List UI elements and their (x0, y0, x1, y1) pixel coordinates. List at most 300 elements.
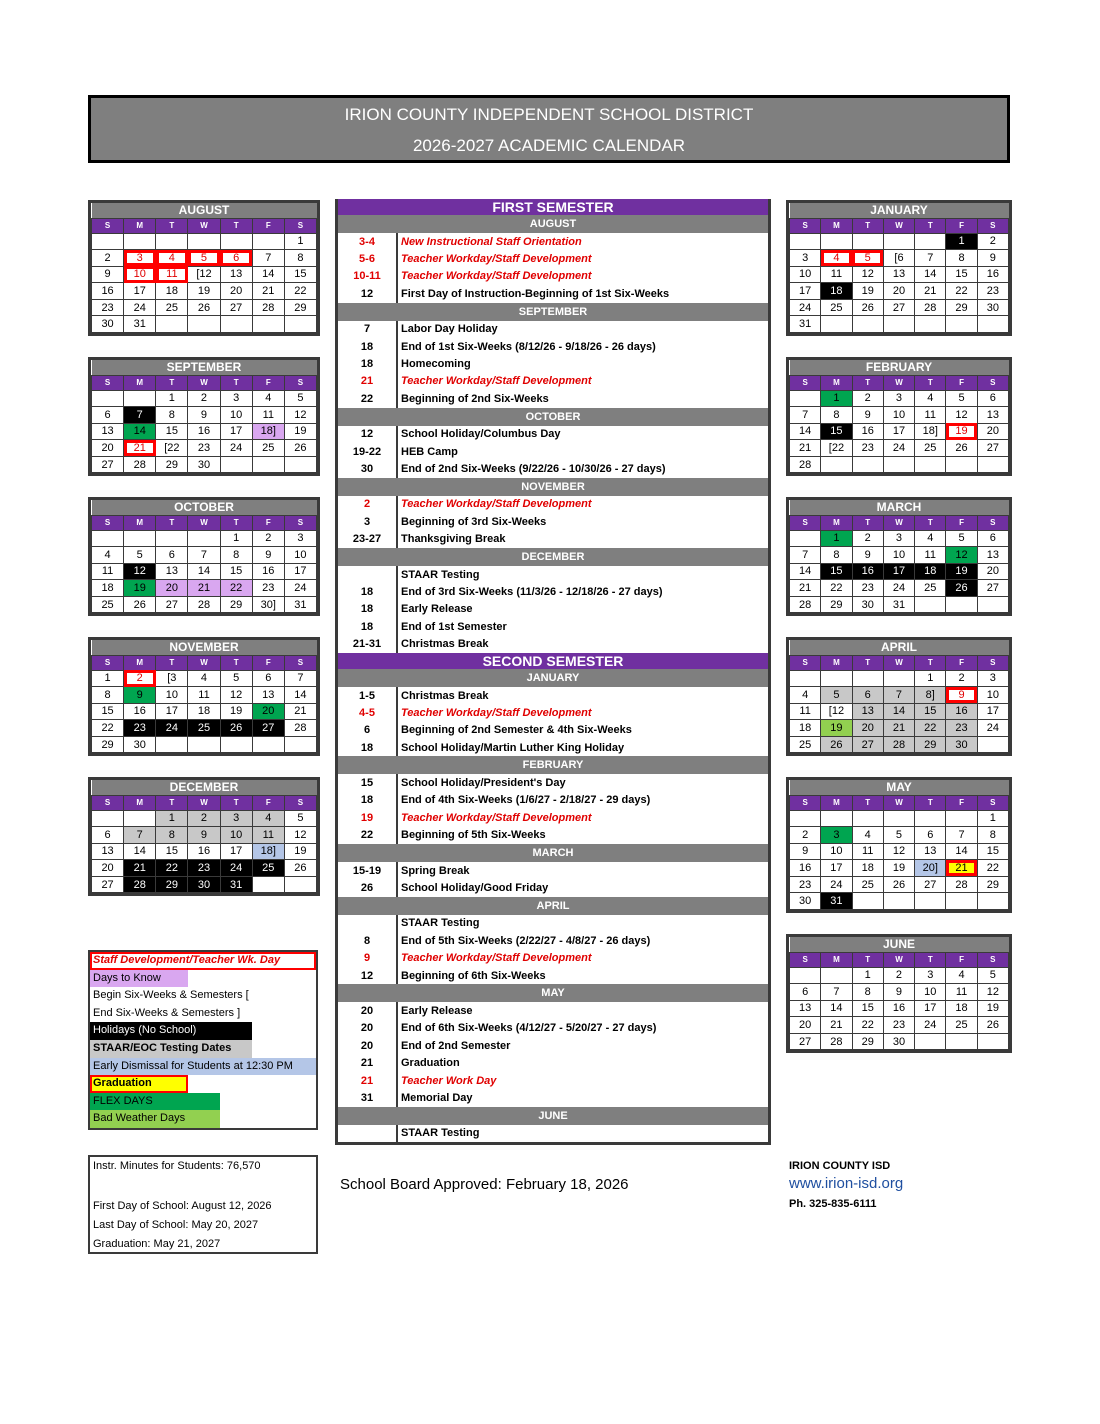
day-cell: 8 (220, 547, 252, 564)
event-row (338, 583, 768, 600)
week-row (790, 810, 1009, 827)
week-row (92, 563, 317, 580)
event-date: 26 (338, 879, 398, 896)
day-cell: 23 (188, 440, 220, 457)
empty-day-cell (852, 670, 883, 687)
day-cell: 6 (977, 390, 1008, 407)
event-description: Labor Day Holiday (401, 323, 498, 336)
event-date: 21 (338, 373, 398, 390)
day-cell: 6 (92, 827, 124, 844)
weekday-label: F (252, 375, 284, 390)
empty-day-cell (946, 1033, 977, 1050)
day-cell: 3 (220, 390, 252, 407)
day-cell: 16 (92, 283, 124, 300)
month-name: MAY (790, 780, 1009, 795)
week-row (790, 407, 1009, 424)
month-table (91, 360, 317, 473)
day-cell: 30 (92, 316, 124, 333)
day-cell: 28 (790, 456, 821, 473)
day-cell: 13 (220, 266, 252, 283)
day-cell: 16 (124, 703, 156, 720)
event-description: Thanksgiving Break (401, 533, 506, 546)
day-cell: 15 (821, 563, 852, 580)
month-name: NOVEMBER (92, 640, 317, 655)
day-cell: 13 (252, 687, 284, 704)
district-website-link[interactable]: www.irion-isd.org (789, 1175, 904, 1192)
day-cell: 6 (915, 827, 946, 844)
event-row (338, 1037, 768, 1054)
day-cell: 15 (821, 423, 852, 440)
month-calendar-march (786, 497, 1012, 616)
weekday-header-row (790, 375, 1009, 390)
month-calendar-june (786, 934, 1012, 1053)
day-cell: 16 (790, 860, 821, 877)
day-cell: 1 (946, 233, 977, 250)
event-description: First Day of Instruction-Beginning of 1st Six-Weeks (401, 287, 670, 300)
event-month-header: SEPTEMBER (338, 303, 768, 321)
day-cell: 20 (977, 563, 1008, 580)
day-cell: 11 (915, 407, 946, 424)
day-cell: 1 (977, 810, 1008, 827)
weekday-label: S (284, 795, 316, 810)
month-name: SEPTEMBER (92, 360, 317, 375)
day-cell: 10 (915, 984, 946, 1001)
event-date: 22 (338, 390, 398, 407)
day-cell: 18] (252, 423, 284, 440)
day-cell: 19 (284, 843, 316, 860)
day-cell: 25 (915, 440, 946, 457)
day-cell: 16 (883, 1000, 914, 1017)
weekday-label: S (284, 218, 316, 233)
weekday-label: T (220, 515, 252, 530)
day-cell: 25 (790, 736, 821, 753)
calendar-title-banner (88, 95, 1010, 163)
event-date: 15-19 (338, 862, 398, 879)
weekday-label: T (156, 655, 188, 670)
day-cell: 12 (220, 687, 252, 704)
day-cell: 30 (883, 1033, 914, 1050)
day-cell: 7 (790, 407, 821, 424)
event-date: 20 (338, 1037, 398, 1054)
empty-day-cell (883, 810, 914, 827)
weekday-label: T (915, 515, 946, 530)
weekday-label: F (946, 515, 977, 530)
day-cell: 12 (946, 547, 977, 564)
week-row (790, 984, 1009, 1001)
event-month-header: DECEMBER (338, 548, 768, 566)
event-row (338, 862, 768, 879)
event-date: 18 (338, 792, 398, 809)
empty-day-cell (124, 530, 156, 547)
empty-day-cell (977, 1033, 1008, 1050)
weekday-label: S (977, 218, 1008, 233)
event-description: STAAR Testing (401, 1127, 480, 1140)
weekday-label: T (852, 795, 883, 810)
day-cell: 15 (977, 843, 1008, 860)
day-cell: 17 (883, 423, 914, 440)
month-header-row (790, 640, 1009, 655)
week-row (790, 967, 1009, 984)
day-cell: 13 (915, 843, 946, 860)
day-cell: 19 (852, 283, 883, 300)
day-cell: 2 (124, 670, 156, 687)
empty-day-cell (252, 316, 284, 333)
day-cell: 20 (790, 1017, 821, 1034)
weekday-label: W (188, 218, 220, 233)
day-cell: 8 (92, 687, 124, 704)
event-description: Teacher Workday/Staff Development (401, 253, 592, 266)
day-cell: 8 (821, 547, 852, 564)
day-cell: 1 (220, 530, 252, 547)
day-cell: 16 (852, 423, 883, 440)
legend-item: Bad Weather Days (90, 1110, 220, 1128)
day-cell: 7 (883, 687, 914, 704)
calendar-year-title: 2026-2027 ACADEMIC CALENDAR (412, 136, 686, 155)
day-cell: 4 (790, 687, 821, 704)
day-cell: 25 (252, 440, 284, 457)
event-description: School Holiday/President's Day (401, 777, 566, 790)
day-cell: 23 (92, 299, 124, 316)
month-header-row (790, 780, 1009, 795)
day-cell: 1 (284, 233, 316, 250)
day-cell: 31 (821, 893, 852, 910)
month-table (789, 640, 1009, 753)
weekday-label: S (92, 515, 124, 530)
event-row (338, 373, 768, 390)
week-row (790, 893, 1009, 910)
empty-day-cell (977, 316, 1008, 333)
event-description: Teacher Workday/Staff Development (401, 375, 592, 388)
empty-day-cell (821, 456, 852, 473)
event-date: 21 (338, 1072, 398, 1089)
day-cell: 15 (220, 563, 252, 580)
day-cell: 22 (852, 1017, 883, 1034)
empty-day-cell (883, 456, 914, 473)
day-cell: 21 (188, 580, 220, 597)
day-cell: 29 (220, 596, 252, 613)
event-description: School Holiday/Good Friday (401, 882, 549, 895)
weekday-label: S (284, 375, 316, 390)
event-description: End of 4th Six-Weeks (1/6/27 - 2/18/27 - 29 days) (401, 794, 651, 807)
semester-header: SECOND SEMESTER (338, 653, 768, 669)
event-description: STAAR Testing (401, 917, 480, 930)
day-cell: 24 (284, 580, 316, 597)
day-cell: 16 (977, 266, 1008, 283)
month-table (789, 780, 1009, 910)
day-cell: 11 (188, 687, 220, 704)
board-approval-date: School Board Approved: February 18, 2026 (340, 1176, 629, 1193)
district-contact-name: IRION COUNTY ISD (789, 1160, 891, 1172)
week-row (92, 843, 317, 860)
week-row (790, 1033, 1009, 1050)
day-cell: 27 (883, 299, 914, 316)
day-cell: 21 (946, 860, 977, 877)
weekday-header-row (790, 515, 1009, 530)
event-description: End of 2nd Semester (401, 1039, 511, 1052)
day-cell: [12 (821, 703, 852, 720)
day-cell: 23 (188, 860, 220, 877)
event-row (338, 1089, 768, 1106)
legend-item: Holidays (No School) (90, 1022, 252, 1040)
day-cell: 9 (946, 687, 977, 704)
day-cell: 1 (915, 670, 946, 687)
weekday-label: F (946, 795, 977, 810)
day-cell: 3 (124, 250, 156, 267)
empty-day-cell (124, 233, 156, 250)
last-day-of-school: Last Day of School: May 20, 2027 (93, 1219, 259, 1231)
day-cell: 12 (977, 984, 1008, 1001)
empty-day-cell (915, 1033, 946, 1050)
day-cell: 22 (977, 860, 1008, 877)
day-cell: 22 (284, 283, 316, 300)
weekday-label: M (821, 795, 852, 810)
empty-day-cell (188, 316, 220, 333)
event-row (338, 722, 768, 739)
empty-day-cell (852, 316, 883, 333)
day-cell: 2 (252, 530, 284, 547)
month-table (91, 780, 317, 893)
day-cell: 12 (284, 827, 316, 844)
month-header-row (790, 203, 1009, 218)
day-cell: 2 (883, 967, 914, 984)
weekday-label: F (946, 655, 977, 670)
day-cell: 12 (852, 266, 883, 283)
event-row (338, 513, 768, 530)
week-row (790, 1000, 1009, 1017)
day-cell: 5 (220, 670, 252, 687)
empty-day-cell (790, 967, 821, 984)
week-row (790, 687, 1009, 704)
event-date: 20 (338, 1002, 398, 1019)
day-cell: 14 (124, 843, 156, 860)
empty-day-cell (790, 390, 821, 407)
event-description: School Holiday/Martin Luther King Holiday (401, 741, 625, 754)
day-cell: 13 (156, 563, 188, 580)
empty-day-cell (252, 736, 284, 753)
event-date: 7 (338, 321, 398, 338)
day-cell: 15 (92, 703, 124, 720)
event-row (338, 809, 768, 826)
day-cell: 24 (124, 299, 156, 316)
weekday-label: S (977, 655, 1008, 670)
empty-day-cell (790, 530, 821, 547)
day-cell: 19 (977, 1000, 1008, 1017)
day-cell: 31 (220, 876, 252, 893)
day-cell: 17 (821, 860, 852, 877)
day-cell: 25 (92, 596, 124, 613)
day-cell: 9 (852, 407, 883, 424)
calendar-legend (88, 950, 318, 1130)
day-cell: 18] (252, 843, 284, 860)
day-cell: 16 (946, 703, 977, 720)
day-cell: 21 (790, 580, 821, 597)
day-cell: 21 (915, 283, 946, 300)
day-cell: 14 (790, 423, 821, 440)
event-description: Teacher Workday/Staff Development (401, 270, 592, 283)
month-name: MARCH (790, 500, 1009, 515)
day-cell: 20 (92, 860, 124, 877)
day-cell: 6 (156, 547, 188, 564)
day-cell: 15 (156, 843, 188, 860)
month-header-row (92, 780, 317, 795)
month-header-row (790, 500, 1009, 515)
empty-day-cell (883, 893, 914, 910)
day-cell: 5 (946, 390, 977, 407)
week-row (790, 440, 1009, 457)
day-cell: 7 (284, 670, 316, 687)
event-row (338, 566, 768, 583)
day-cell: 26 (852, 299, 883, 316)
day-cell: 11 (821, 266, 852, 283)
weekday-label: W (883, 515, 914, 530)
week-row (790, 563, 1009, 580)
day-cell: 2 (852, 530, 883, 547)
event-description: HEB Camp (401, 445, 458, 458)
day-cell: 14 (946, 843, 977, 860)
event-row (338, 635, 768, 652)
week-row (790, 423, 1009, 440)
week-row (790, 736, 1009, 753)
day-cell: 14 (284, 687, 316, 704)
day-cell: 24 (883, 580, 914, 597)
event-date: 19 (338, 809, 398, 826)
day-cell: 28 (252, 299, 284, 316)
day-cell: 6 (220, 250, 252, 267)
day-cell: 10 (220, 407, 252, 424)
month-name: AUGUST (92, 203, 317, 218)
empty-day-cell (821, 316, 852, 333)
day-cell: 27 (915, 876, 946, 893)
day-cell: 1 (156, 810, 188, 827)
month-name: OCTOBER (92, 500, 317, 515)
weekday-label: S (790, 795, 821, 810)
event-date: 10-11 (338, 268, 398, 285)
day-cell: 22 (156, 860, 188, 877)
weekday-label: T (156, 375, 188, 390)
event-month-header: FEBRUARY (338, 756, 768, 774)
day-cell: [22 (821, 440, 852, 457)
event-row (338, 932, 768, 949)
day-cell: 20 (252, 703, 284, 720)
day-cell: 4 (156, 250, 188, 267)
day-cell: 22 (220, 580, 252, 597)
event-description: Memorial Day (401, 1091, 473, 1104)
weekday-label: T (852, 515, 883, 530)
day-cell: 2 (92, 250, 124, 267)
weekday-label: W (188, 795, 220, 810)
event-date: 12 (338, 426, 398, 443)
empty-day-cell (156, 736, 188, 753)
empty-day-cell (977, 893, 1008, 910)
empty-day-cell (852, 810, 883, 827)
day-cell: 4 (946, 967, 977, 984)
day-cell: 29 (92, 736, 124, 753)
event-date (338, 915, 398, 932)
day-cell: 29 (977, 876, 1008, 893)
events-list (335, 199, 771, 1145)
event-row (338, 915, 768, 932)
week-row (790, 266, 1009, 283)
weekday-label: S (790, 952, 821, 967)
event-row (338, 268, 768, 285)
day-cell: 22 (821, 580, 852, 597)
weekday-label: T (220, 795, 252, 810)
event-month-header: MARCH (338, 844, 768, 862)
event-month-header: OCTOBER (338, 408, 768, 426)
day-cell: 10 (156, 687, 188, 704)
month-calendar-february (786, 357, 1012, 476)
week-row (790, 456, 1009, 473)
empty-day-cell (156, 530, 188, 547)
day-cell: 8] (915, 687, 946, 704)
week-row (92, 810, 317, 827)
weekday-label: F (252, 795, 284, 810)
event-date: 18 (338, 601, 398, 618)
event-date (338, 1125, 398, 1142)
event-date: 21 (338, 1054, 398, 1071)
day-cell: 24 (915, 1017, 946, 1034)
weekday-label: T (852, 952, 883, 967)
weekday-label: F (946, 375, 977, 390)
weekday-header-row (790, 655, 1009, 670)
weekday-label: T (852, 655, 883, 670)
event-date: 2 (338, 496, 398, 513)
weekday-label: F (252, 218, 284, 233)
month-table (789, 360, 1009, 473)
day-cell: 21 (821, 1017, 852, 1034)
empty-day-cell (156, 316, 188, 333)
event-description: STAAR Testing (401, 568, 480, 581)
day-cell: 7 (915, 250, 946, 267)
day-cell: 29 (821, 596, 852, 613)
day-cell: 11 (915, 547, 946, 564)
day-cell: 20 (977, 423, 1008, 440)
day-cell: 8 (977, 827, 1008, 844)
day-cell: 29 (915, 736, 946, 753)
day-cell: 25 (156, 299, 188, 316)
empty-day-cell (977, 456, 1008, 473)
day-cell: 18 (915, 563, 946, 580)
day-cell: 18 (852, 860, 883, 877)
event-month-header: JUNE (338, 1107, 768, 1125)
day-cell: 19 (946, 563, 977, 580)
event-row (338, 1054, 768, 1071)
weekday-label: T (915, 795, 946, 810)
day-cell: 25 (188, 720, 220, 737)
district-phone: Ph. 325-835-6111 (789, 1198, 877, 1210)
week-row (790, 596, 1009, 613)
event-description: End of 6th Six-Weeks (4/12/27 - 5/20/27 - 27 days) (401, 1022, 657, 1035)
weekday-label: S (92, 795, 124, 810)
day-cell: 28 (284, 720, 316, 737)
day-cell: 5 (821, 687, 852, 704)
event-date: 3-4 (338, 233, 398, 250)
event-date: 15 (338, 774, 398, 791)
event-month-header: APRIL (338, 897, 768, 915)
empty-day-cell (915, 233, 946, 250)
weekday-label: T (220, 655, 252, 670)
day-cell: [3 (156, 670, 188, 687)
weekday-label: S (977, 375, 1008, 390)
legend-item: Begin Six-Weeks & Semesters [ (93, 989, 249, 1002)
day-cell: [6 (883, 250, 914, 267)
empty-day-cell (284, 316, 316, 333)
day-cell: 22 (915, 720, 946, 737)
month-table (91, 203, 317, 333)
weekday-label: T (852, 375, 883, 390)
event-description: Beginning of 2nd Six-Weeks (401, 392, 549, 405)
day-cell: 21 (252, 283, 284, 300)
